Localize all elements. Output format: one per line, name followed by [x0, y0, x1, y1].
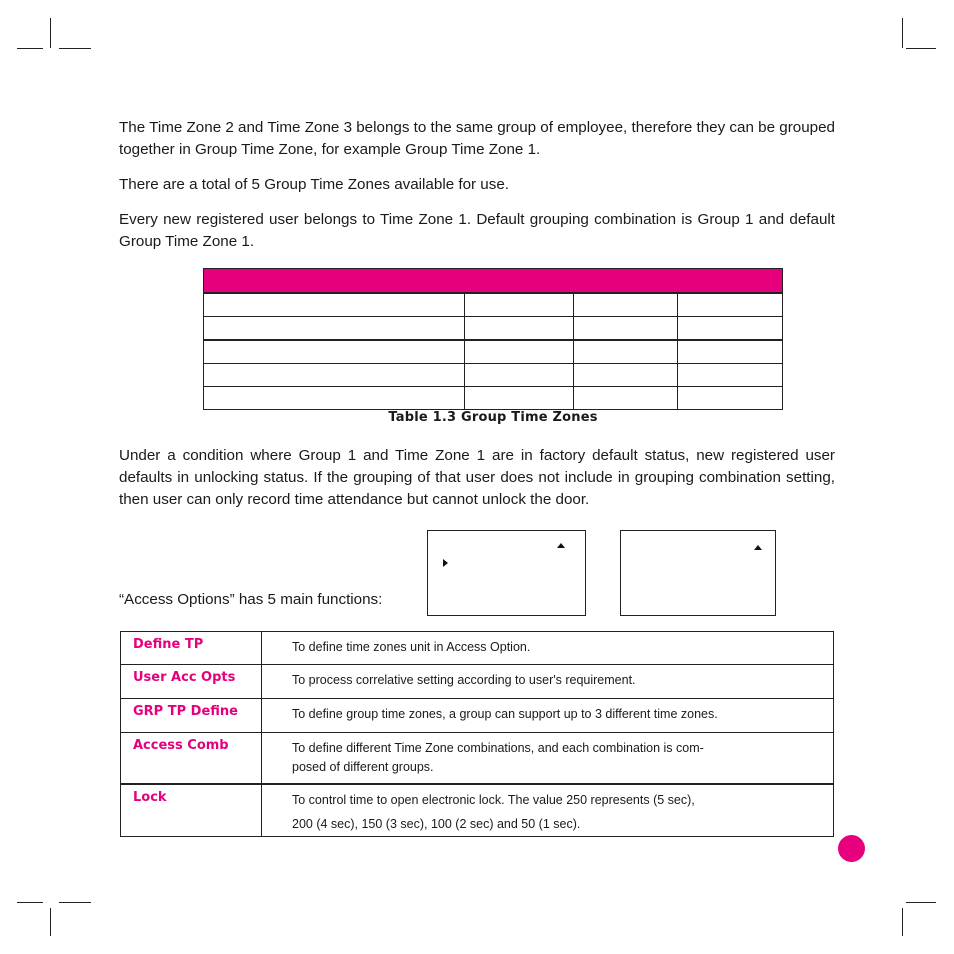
lcd-screen-right	[620, 530, 776, 616]
table-row	[204, 317, 783, 341]
scroll-up-arrow-icon	[754, 545, 762, 550]
crop-mark	[906, 48, 936, 49]
table-row	[121, 665, 834, 699]
function-description: To define different Time Zone combinations, and each combination is com- posed of different groups.	[262, 733, 834, 785]
cursor-arrow-icon	[443, 559, 448, 567]
access-options-table	[120, 631, 834, 837]
scroll-up-arrow-icon	[557, 543, 565, 548]
crop-mark	[50, 18, 51, 48]
lcd-screen-left	[427, 530, 586, 616]
function-description: To control time to open electronic lock. The value 250 represents (5 sec), 200 (4 sec), 150 (3 sec), 100 (2 sec) and 50 (1 sec).	[262, 784, 834, 837]
crop-mark	[17, 902, 43, 903]
access-options-intro: “Access Options” has 5 main functions:	[119, 591, 383, 608]
function-description: To process correlative setting according to user's requirement.	[262, 665, 834, 699]
function-description: To define time zones unit in Access Option.	[262, 632, 834, 665]
crop-mark	[906, 902, 936, 903]
function-name: User Acc Opts	[121, 665, 262, 699]
function-name: Lock	[121, 784, 262, 837]
table-caption: Table 1.3 Group Time Zones	[388, 410, 598, 425]
crop-mark	[17, 48, 43, 49]
table-row	[204, 387, 783, 410]
crop-mark	[59, 902, 91, 903]
table-row	[204, 340, 783, 364]
group-time-zones-table	[203, 293, 783, 410]
paragraph-total-zones: There are a total of 5 Group Time Zones available for use.	[119, 176, 510, 193]
function-name: Define TP	[121, 632, 262, 665]
table-row	[121, 733, 834, 785]
function-name: Access Comb	[121, 733, 262, 785]
table-row	[204, 294, 783, 317]
table-row	[204, 364, 783, 387]
group-time-zones-table-header	[203, 268, 783, 294]
paragraph-group-time-zone: The Time Zone 2 and Time Zone 3 belongs to the same group of employee, therefore they can be grouped together in Group Time Zone, for example Group Time Zone 1.	[119, 119, 835, 158]
function-description: To define group time zones, a group can support up to 3 different time zones.	[262, 699, 834, 733]
table-row	[121, 699, 834, 733]
crop-mark	[59, 48, 91, 49]
function-name: GRP TP Define	[121, 699, 262, 733]
paragraph-default-status: Under a condition where Group 1 and Time Zone 1 are in factory default status, new registered user defaults in unlocking status. If the grouping of that user does not include in grouping combination setting, then user can only record time attendance but cannot unlock the door.	[119, 447, 835, 508]
table-row	[121, 632, 834, 665]
crop-mark	[50, 908, 51, 936]
crop-mark	[902, 18, 903, 48]
table-row	[121, 784, 834, 837]
page-marker-dot	[838, 835, 865, 862]
paragraph-default-user: Every new registered user belongs to Time Zone 1. Default grouping combination is Group 1 and default Group Time Zone 1.	[119, 211, 835, 250]
crop-mark	[902, 908, 903, 936]
